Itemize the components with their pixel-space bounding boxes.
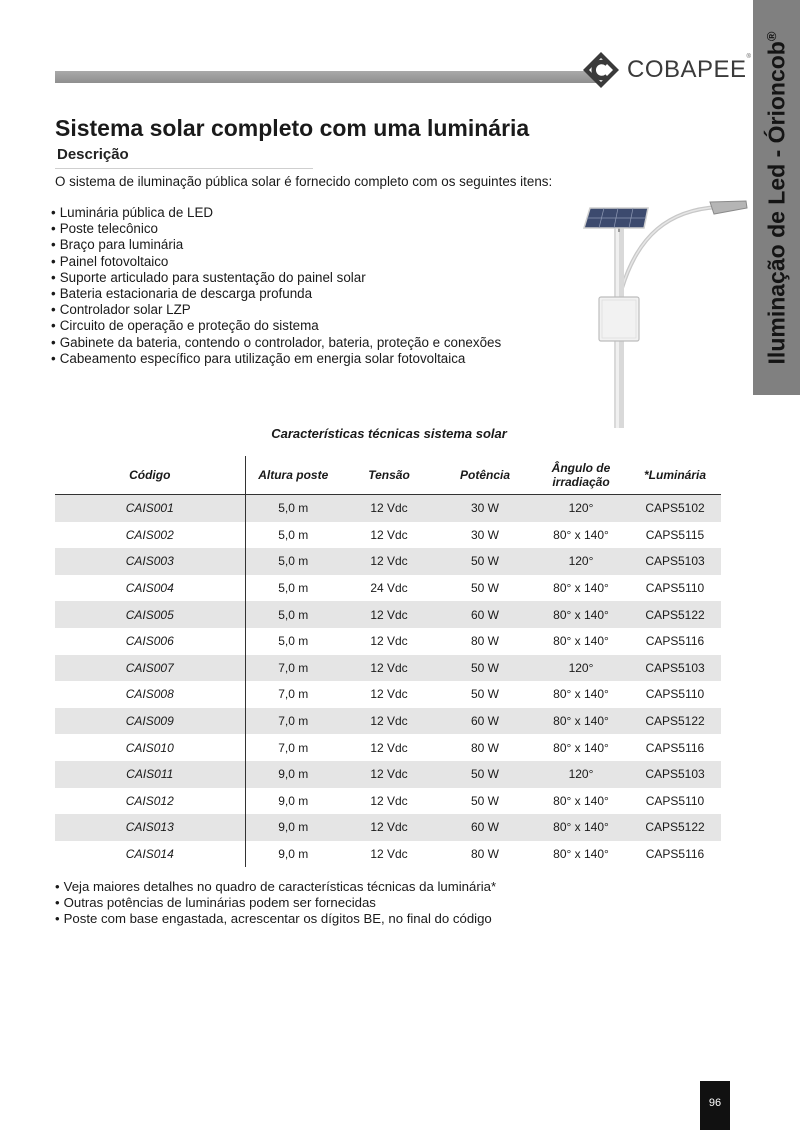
table-cell: CAIS005	[55, 601, 245, 628]
table-header-row	[55, 456, 721, 495]
table-cell: 80° x 140°	[533, 601, 629, 628]
table-cell: 12 Vdc	[341, 814, 437, 841]
cobapee-logo-icon	[582, 51, 620, 89]
table-cell: 80 W	[470, 847, 499, 862]
table-row	[55, 628, 721, 655]
table-cell: 80 W	[470, 634, 499, 649]
table-cell: CAIS013	[55, 814, 245, 841]
items-list	[51, 205, 501, 367]
table-title: Características técnicas sistema solar	[271, 426, 507, 441]
table-cell: 60 W	[437, 814, 533, 841]
table-cell: 80° x 140°	[553, 687, 609, 702]
table-cell: 12 Vdc	[370, 740, 408, 755]
table-cell: 30 W	[470, 527, 499, 542]
notes-list	[55, 879, 496, 927]
table-cell: 80° x 140°	[553, 581, 609, 596]
column-header: Potência	[437, 456, 533, 495]
table-cell: CAPS5115	[645, 527, 705, 542]
table-cell: 12 Vdc	[370, 847, 408, 862]
table-cell: 9,0 m	[278, 847, 309, 862]
list-item: • Bateria estacionaria de descarga profunda	[51, 286, 501, 302]
table-cell: 80° x 140°	[553, 793, 609, 808]
table-cell: CAIS010	[55, 734, 245, 761]
column-header: Ângulo de irradiação	[533, 456, 629, 495]
table-row	[55, 814, 721, 841]
list-item: • Painel fotovoltaico	[51, 254, 501, 270]
table-cell: 12 Vdc	[370, 793, 408, 808]
table-cell: 12 Vdc	[341, 655, 437, 682]
table-cell: 120°	[533, 655, 629, 682]
table-cell: 80° x 140°	[553, 847, 609, 862]
cobapee-logo	[582, 51, 751, 89]
note-item: • Outras potências de luminárias podem ser fornecidas	[55, 895, 496, 911]
table-row	[55, 734, 721, 761]
table-cell: 120°	[533, 548, 629, 575]
list-item: • Controlador solar LZP	[51, 302, 501, 318]
table-cell: 12 Vdc	[341, 548, 437, 575]
table-cell: CAPS5116	[645, 634, 705, 649]
intro-text: O sistema de iluminação pública solar é fornecido completo com os seguintes itens:	[55, 174, 553, 189]
table-cell: 50 W	[470, 687, 499, 702]
solar-pole-image	[578, 196, 750, 428]
table-cell: 24 Vdc	[370, 581, 408, 596]
note-item: • Veja maiores detalhes no quadro de características técnicas da luminária*	[55, 879, 496, 895]
table-cell: 5,0 m	[245, 601, 341, 628]
section-side-tab	[753, 0, 800, 395]
table-cell: 9,0 m	[245, 761, 341, 788]
table-cell: 7,0 m	[245, 655, 341, 682]
list-item: • Cabeamento específico para utilização em energia solar fotovoltaica	[51, 351, 501, 367]
table-cell: 50 W	[437, 761, 533, 788]
table-cell: 7,0 m	[278, 740, 309, 755]
table-cell: 7,0 m	[245, 708, 341, 735]
table-cell: 5,0 m	[245, 495, 341, 522]
table-cell: 50 W	[437, 655, 533, 682]
table-cell: CAPS5110	[645, 687, 705, 702]
list-item: • Circuito de operação e proteção do sistema	[51, 318, 501, 334]
column-header: Código	[55, 456, 245, 495]
table-cell: CAPS5110	[645, 793, 705, 808]
table-row	[55, 681, 721, 708]
logo-text: COBAPEE®	[627, 54, 752, 83]
table-cell: 12 Vdc	[370, 634, 408, 649]
table-cell: 80° x 140°	[533, 708, 629, 735]
header-bar	[55, 71, 600, 83]
table-cell: CAPS5122	[629, 601, 721, 628]
table-cell: 5,0 m	[278, 527, 309, 542]
table-cell: CAPS5102	[629, 495, 721, 522]
table-row	[55, 575, 721, 602]
page-number: 96	[700, 1081, 730, 1130]
table-cell: 7,0 m	[278, 687, 309, 702]
table-cell: CAPS5103	[629, 655, 721, 682]
table-cell: CAPS5103	[629, 761, 721, 788]
table-cell: CAPS5116	[645, 847, 705, 862]
table-cell: CAPS5122	[629, 814, 721, 841]
list-item: • Poste telecônico	[51, 221, 501, 237]
table-cell: CAPS5122	[629, 708, 721, 735]
table-cell: 12 Vdc	[370, 527, 408, 542]
table-cell: CAPS5110	[645, 581, 705, 596]
table-cell: 60 W	[437, 708, 533, 735]
table-cell: 12 Vdc	[341, 601, 437, 628]
list-item: • Gabinete da bateria, contendo o controlador, bateria, proteção e conexões	[51, 335, 501, 351]
table-cell: 80° x 140°	[553, 634, 609, 649]
table-cell: 12 Vdc	[341, 495, 437, 522]
subtitle-divider	[55, 168, 313, 169]
table-cell: CAPS5116	[645, 740, 705, 755]
column-header: Tensão	[341, 456, 437, 495]
table-cell: 50 W	[437, 548, 533, 575]
table-cell: 12 Vdc	[341, 761, 437, 788]
side-tab-label: Iluminação de Led - Órioncob®	[763, 31, 789, 364]
table-cell: 5,0 m	[278, 581, 309, 596]
table-row	[55, 601, 721, 628]
table-cell: CAIS002	[55, 522, 245, 549]
table-cell: 120°	[533, 761, 629, 788]
table-cell: 50 W	[470, 793, 499, 808]
table-cell: 5,0 m	[245, 548, 341, 575]
section-subtitle: Descrição	[57, 146, 129, 163]
note-item: • Poste com base engastada, acrescentar os dígitos BE, no final do código	[55, 911, 496, 927]
table-cell: 80° x 140°	[553, 740, 609, 755]
table-row	[55, 495, 721, 522]
table-cell: 12 Vdc	[341, 708, 437, 735]
table-cell: 80° x 140°	[553, 527, 609, 542]
table-row	[55, 761, 721, 788]
table-cell: 60 W	[437, 601, 533, 628]
table-cell: CAIS003	[55, 548, 245, 575]
column-header: *Luminária	[629, 456, 721, 495]
table-row	[55, 841, 721, 868]
list-item: • Braço para luminária	[51, 237, 501, 253]
table-cell: CAIS012	[55, 788, 245, 815]
table-cell: 5,0 m	[278, 634, 309, 649]
table-cell: 50 W	[470, 581, 499, 596]
list-item: • Luminária pública de LED	[51, 205, 501, 221]
table-cell: CAIS007	[55, 655, 245, 682]
table-cell: 9,0 m	[278, 793, 309, 808]
table-cell: CAIS001	[55, 495, 245, 522]
table-cell: 12 Vdc	[370, 687, 408, 702]
table-row	[55, 788, 721, 815]
table-cell: 30 W	[437, 495, 533, 522]
table-cell: CAIS006	[55, 628, 245, 655]
table-cell: 80° x 140°	[533, 814, 629, 841]
specs-table	[55, 456, 721, 867]
column-header: Altura poste	[245, 456, 341, 495]
table-row	[55, 548, 721, 575]
table-cell: 80 W	[470, 740, 499, 755]
table-row	[55, 522, 721, 549]
list-item: • Suporte articulado para sustentação do painel solar	[51, 270, 501, 286]
table-row	[55, 655, 721, 682]
table-cell: CAIS011	[55, 761, 245, 788]
table-cell: 9,0 m	[245, 814, 341, 841]
table-cell: CAIS014	[55, 841, 245, 868]
table-cell: 120°	[533, 495, 629, 522]
table-cell: CAIS004	[55, 575, 245, 602]
page-title: Sistema solar completo com uma luminária	[55, 115, 530, 141]
table-cell: CAIS008	[55, 681, 245, 708]
table-cell: CAIS009	[55, 708, 245, 735]
table-cell: CAPS5103	[629, 548, 721, 575]
table-row	[55, 708, 721, 735]
